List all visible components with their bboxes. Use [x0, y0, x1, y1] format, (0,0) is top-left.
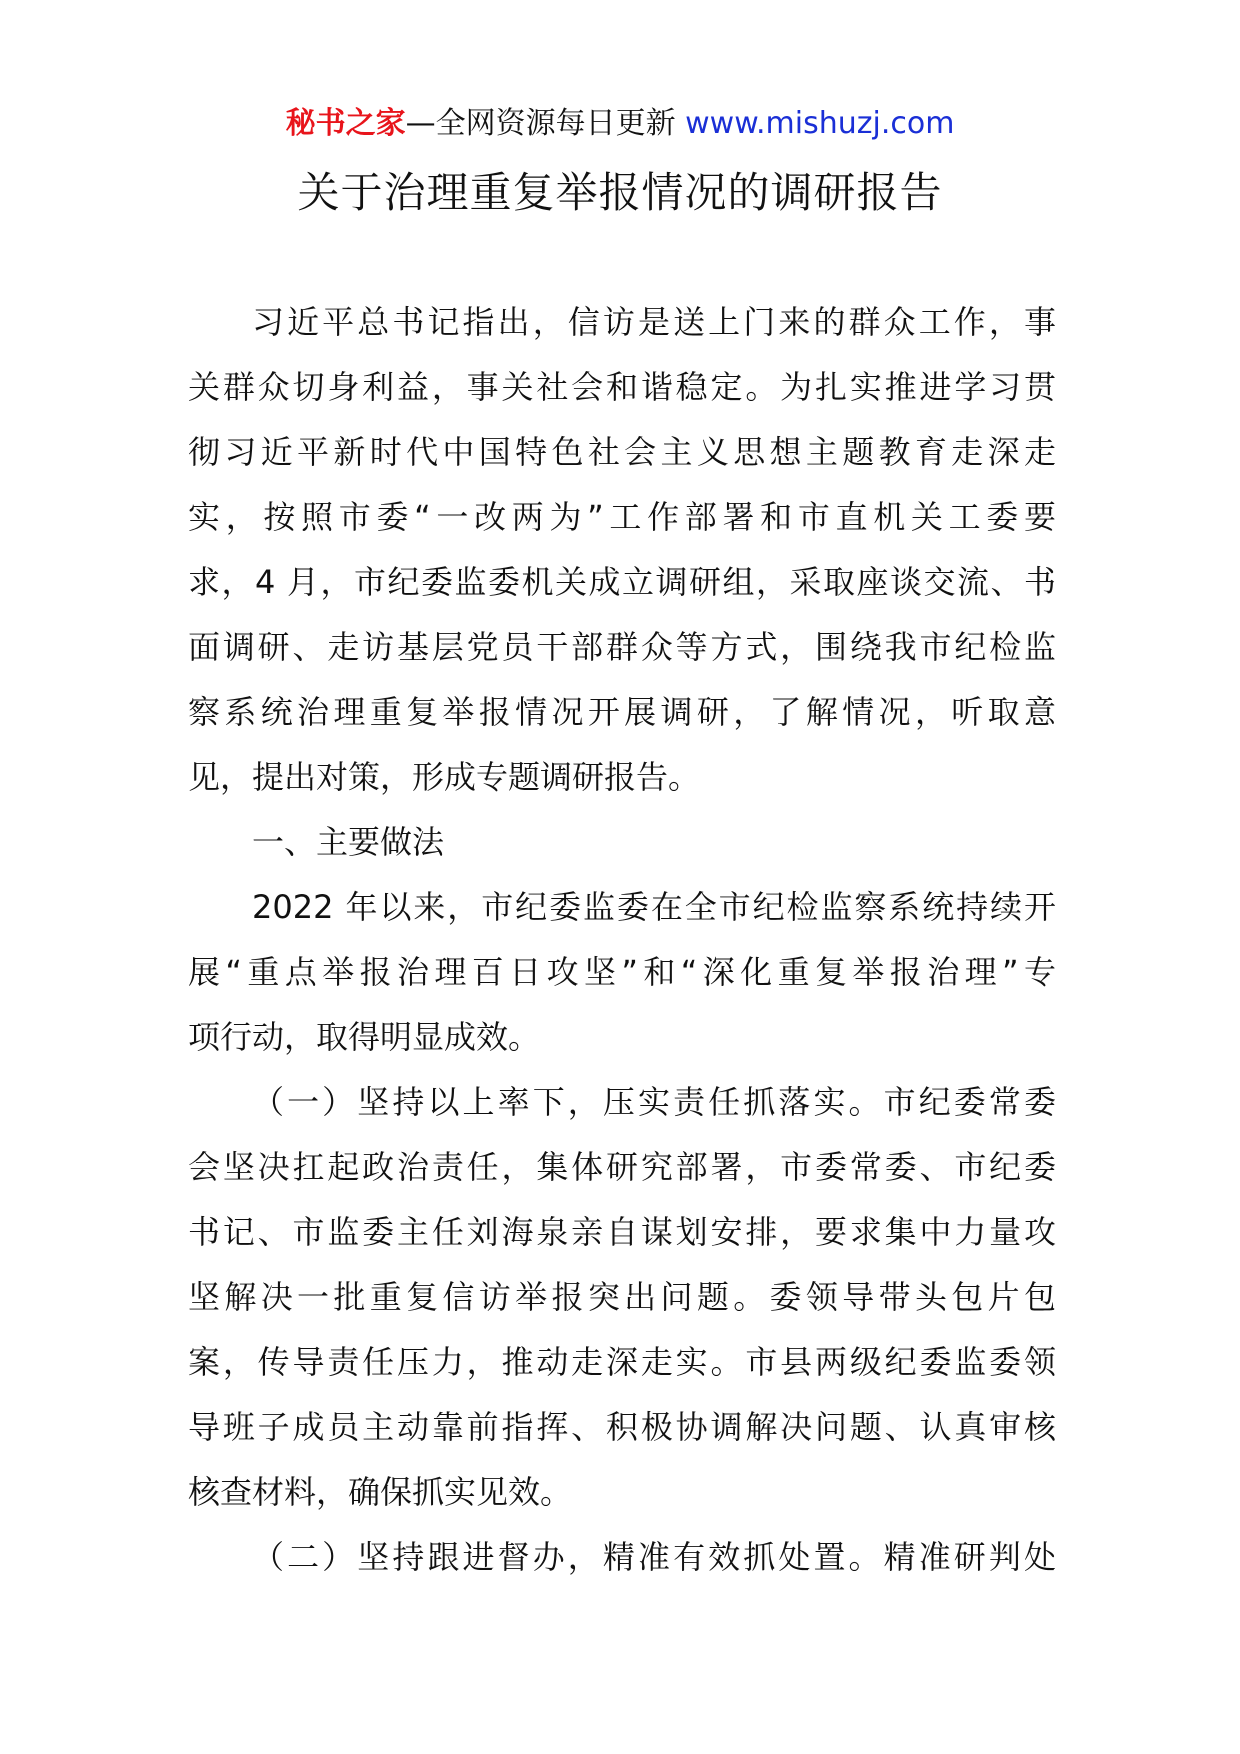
body-line: 彻习近平新时代中国特色社会主义思想主题教育走深走: [188, 433, 1056, 471]
section-heading: 一、主要做法: [252, 823, 445, 861]
body-line: 核查材料，确保抓实见效。: [188, 1473, 573, 1511]
body-line: 求，4 月，市纪委监委机关成立调研组，采取座谈交流、书: [188, 563, 1056, 601]
body-line: 察系统治理重复举报情况开展调研，了解情况，听取意: [188, 693, 1056, 731]
document-body: [188, 290, 1056, 1590]
body-line: 会坚决扛起政治责任，集体研究部署，市委常委、市纪委: [188, 1148, 1056, 1186]
body-line: 实，按照市委“一改两为”工作部署和市直机关工委要: [188, 498, 1056, 536]
body-line: 2022 年以来，市纪委监委在全市纪检监察系统持续开: [252, 888, 1056, 926]
document-title: 关于治理重复举报情况的调研报告: [297, 168, 943, 217]
body-line: 关群众切身利益，事关社会和谐稳定。为扎实推进学习贯: [188, 368, 1056, 406]
site-link[interactable]: www.mishuzj.com: [685, 106, 955, 141]
body-line: 面调研、走访基层党员干部群众等方式，围绕我市纪检监: [188, 628, 1056, 666]
body-line: 坚解决一批重复信访举报突出问题。委领导带头包片包: [188, 1278, 1056, 1316]
site-header: [0, 102, 1240, 146]
body-line: 见，提出对策，形成专题调研报告。: [188, 758, 701, 796]
body-line: 项行动，取得明显成效。: [188, 1018, 541, 1056]
header-tagline: —全网资源每日更新: [405, 106, 676, 141]
subsection-line: （二）坚持跟进督办，精准有效抓处置。精准研判处: [252, 1538, 1056, 1576]
body-line: 案，传导责任压力，推动走深走实。市县两级纪委监委领: [188, 1343, 1056, 1381]
subsection-line: （一）坚持以上率下，压实责任抓落实。市纪委常委: [252, 1083, 1056, 1121]
brand-name: 秘书之家: [285, 106, 406, 141]
body-line: 导班子成员主动靠前指挥、积极协调解决问题、认真审核: [188, 1408, 1056, 1446]
body-line: 书记、市监委主任刘海泉亲自谋划安排，要求集中力量攻: [188, 1213, 1056, 1251]
body-line: 展“重点举报治理百日攻坚”和“深化重复举报治理”专: [188, 953, 1056, 991]
body-line: 习近平总书记指出，信访是送上门来的群众工作，事: [252, 303, 1056, 341]
